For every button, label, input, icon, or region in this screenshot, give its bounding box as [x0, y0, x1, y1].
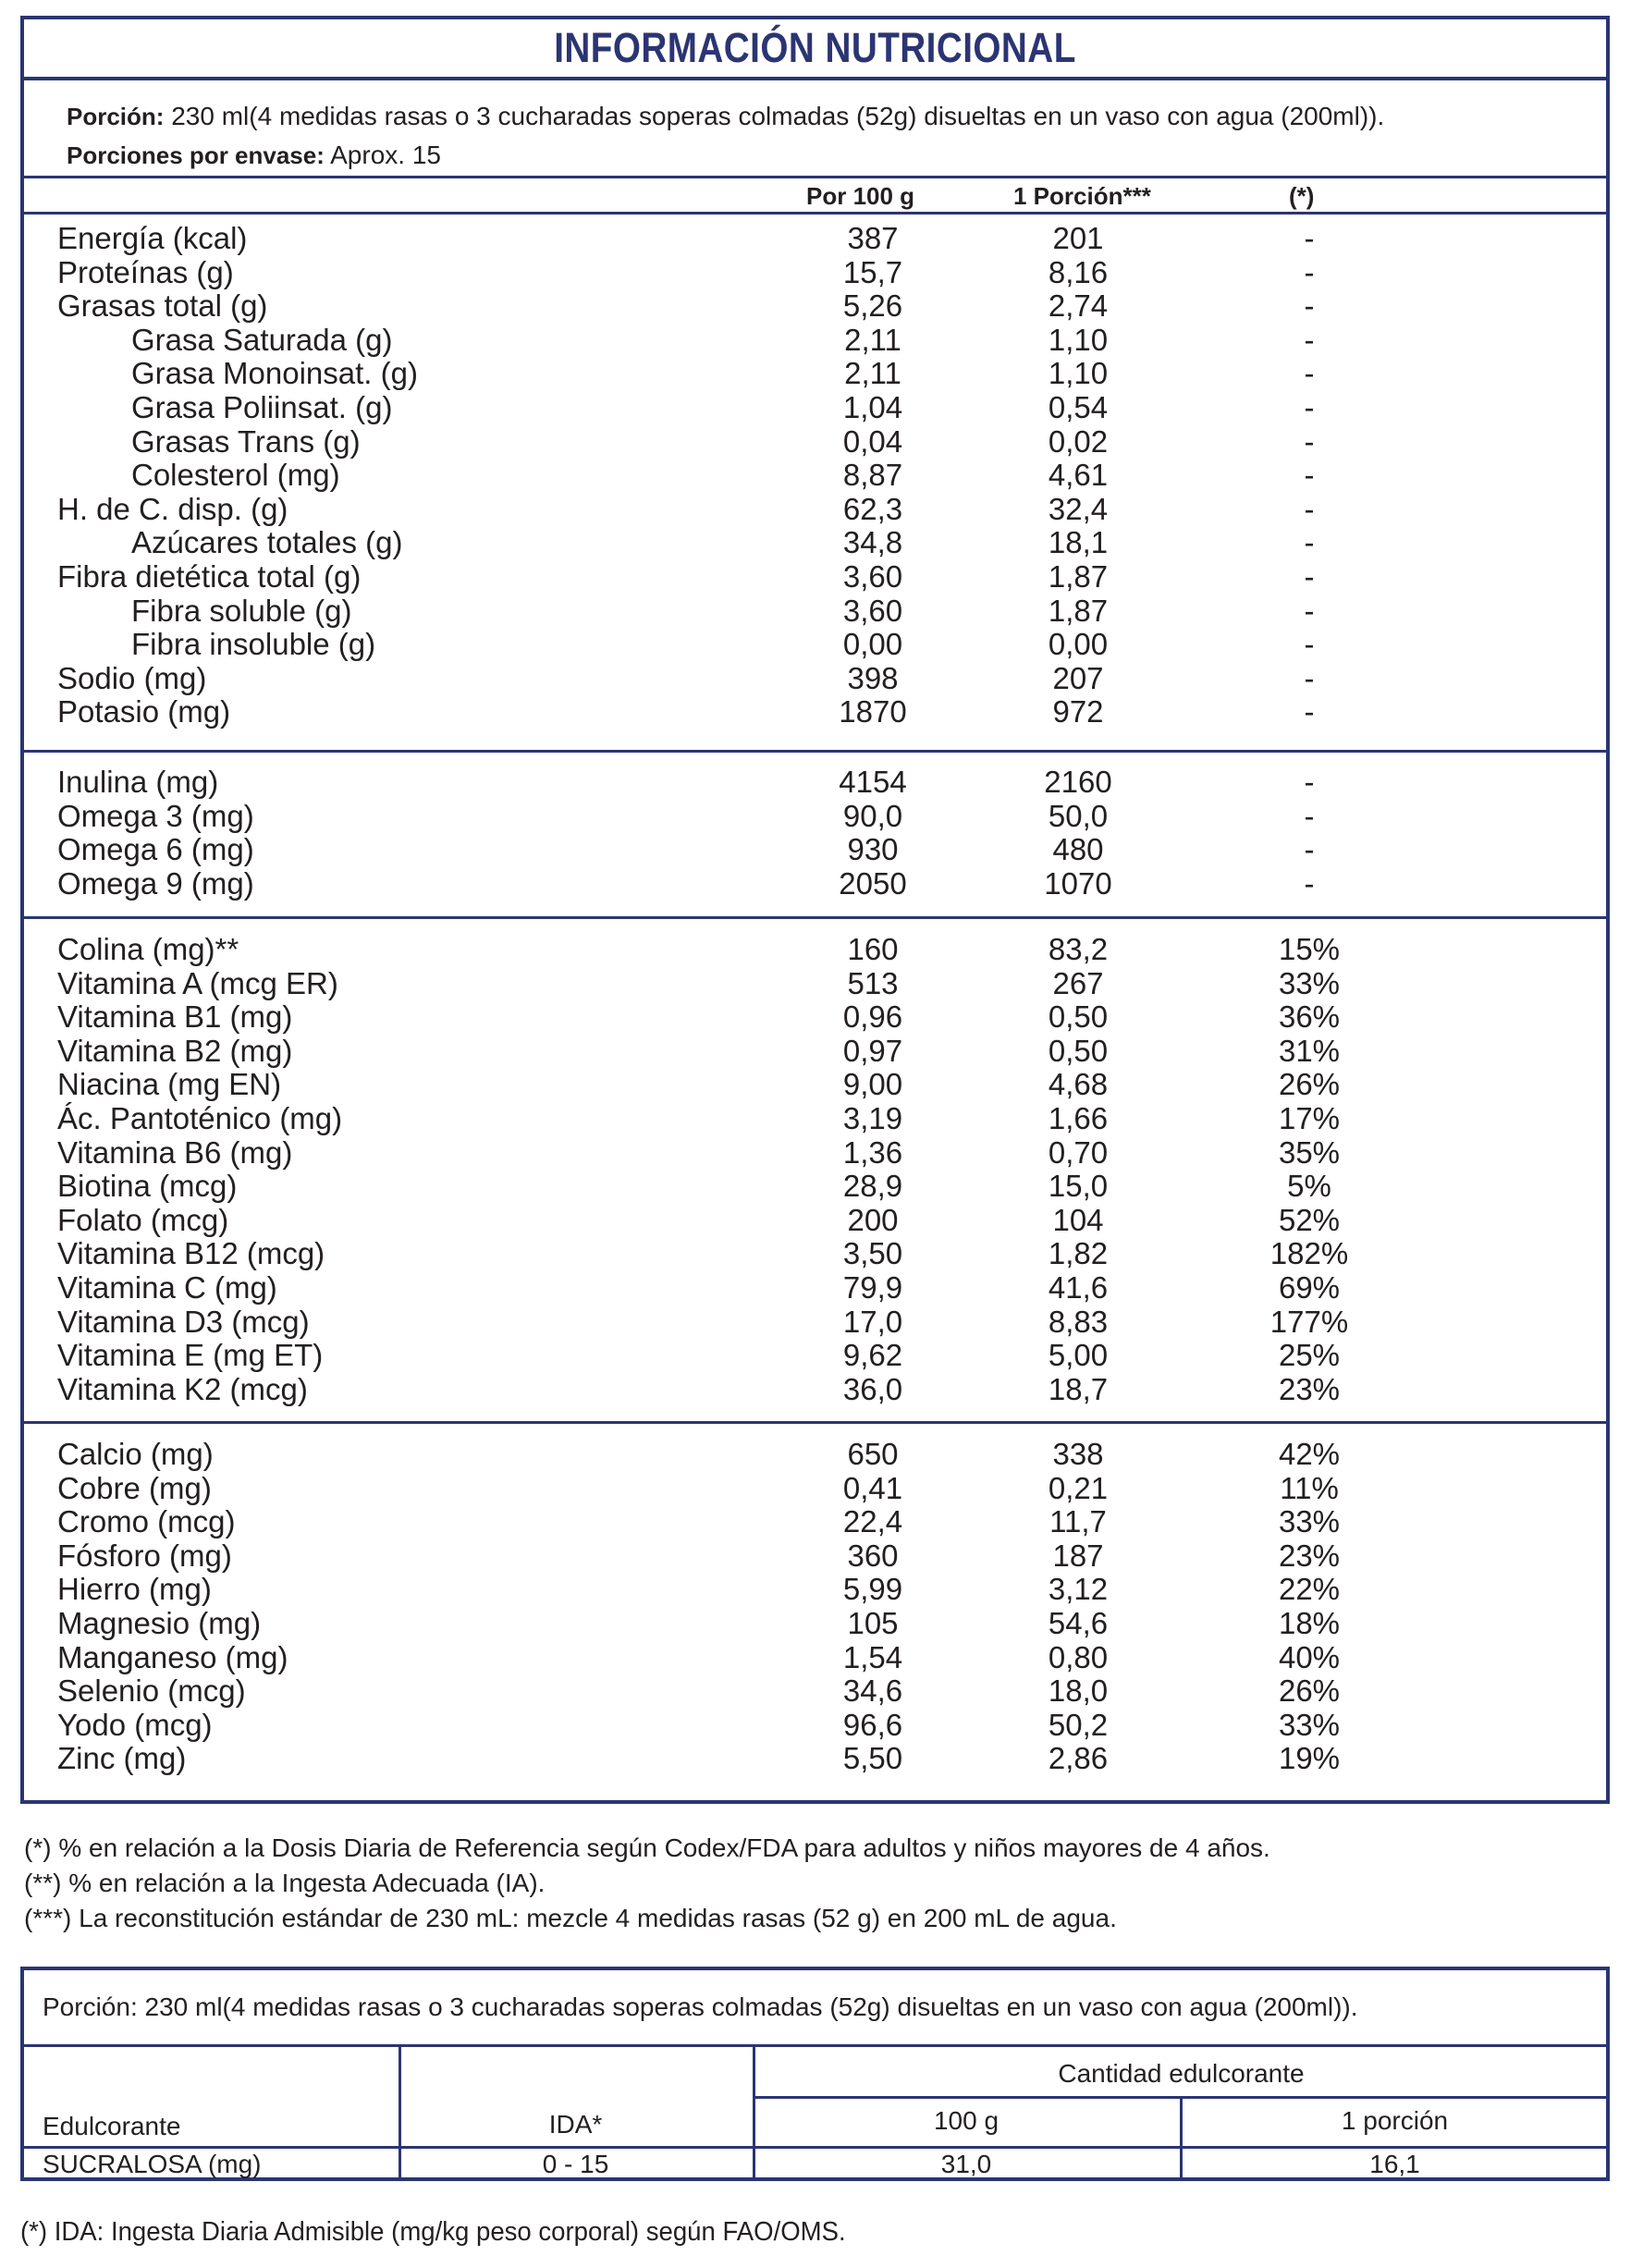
nutrient-name: Cobre (mg): [57, 1470, 212, 1505]
table-row: [24, 832, 1606, 866]
value-per-100g: 930: [847, 832, 899, 867]
footnote-reconstitution: (***) La reconstitución estándar de 230 mL: mezcle 4 medidas rasas (52 g) en 200 mL de agua.: [24, 1904, 1117, 1932]
value-per-100g: 0,00: [842, 627, 903, 662]
table-row: [24, 866, 1606, 901]
value-per-portion: 1070: [1044, 865, 1112, 901]
table-title: INFORMACIÓN NUTRICIONAL: [554, 24, 1076, 71]
table-row: [24, 627, 1606, 661]
value-per-100g: 2,11: [844, 322, 901, 357]
nutrient-name: Grasa Saturada (g): [131, 322, 393, 357]
section-divider: [24, 750, 1606, 753]
nutrient-name: Cromo (mcg): [57, 1504, 236, 1539]
value-per-portion: 338: [1052, 1437, 1104, 1471]
value-daily-percent: 33%: [1278, 1504, 1341, 1539]
value-per-100g: 0,04: [842, 423, 903, 459]
table-row: [24, 1640, 1606, 1674]
nutrient-name: Proteínas (g): [57, 254, 234, 289]
table-row: [24, 1539, 1606, 1573]
value-per-100g: 0,97: [842, 1033, 903, 1068]
value-daily-percent: -: [1304, 525, 1315, 560]
nutrient-name: Grasa Monoinsat. (g): [131, 356, 418, 391]
table-row: [24, 255, 1606, 289]
value-daily-percent: 42%: [1278, 1437, 1341, 1471]
value-daily-percent: 22%: [1278, 1572, 1341, 1607]
value-per-portion: 0,00: [1048, 627, 1109, 662]
value-daily-percent: -: [1304, 559, 1315, 594]
table-row: [24, 1673, 1606, 1708]
nutrient-name: Hierro (mg): [57, 1572, 212, 1607]
table-row: [24, 559, 1606, 594]
nutrient-name: Niacina (mg EN): [57, 1067, 282, 1102]
sweetener-table: [20, 1967, 1610, 2181]
value-per-portion: 5,00: [1048, 1338, 1109, 1373]
value-daily-percent: 23%: [1278, 1538, 1341, 1573]
table-row: [24, 458, 1606, 492]
nutrient-name: Vitamina E (mg ET): [57, 1338, 324, 1373]
value-daily-percent: -: [1304, 765, 1315, 799]
value-per-portion: 972: [1052, 694, 1104, 729]
value-per-100g: 0,41: [842, 1470, 903, 1505]
value-per-portion: 267: [1052, 965, 1104, 1000]
value-per-100g: 387: [847, 221, 899, 255]
value-per-100g: 1870: [839, 694, 907, 729]
value-per-100g: 3,60: [842, 559, 903, 594]
value-per-portion: 8,83: [1048, 1304, 1109, 1339]
divider: [24, 176, 1606, 178]
table-row: [24, 966, 1606, 1000]
nutrient-name: Grasa Poliinsat. (g): [131, 390, 393, 424]
nutrient-name: H. de C. disp. (g): [57, 491, 288, 526]
nutrient-name: Vitamina A (mcg ER): [57, 965, 338, 1000]
table-row: [24, 323, 1606, 357]
table-row: [24, 1135, 1606, 1170]
table-row: [24, 424, 1606, 459]
value-daily-percent: -: [1304, 288, 1315, 324]
value-per-portion: 480: [1052, 832, 1104, 867]
value-per-portion: 18,1: [1048, 525, 1109, 560]
value-daily-percent: -: [1304, 458, 1315, 493]
value-per-100g: 2,11: [844, 356, 901, 391]
value-daily-percent: -: [1304, 832, 1315, 867]
nutrient-name: Azúcares totales (g): [131, 525, 403, 560]
value-per-100g: 200: [847, 1202, 899, 1237]
value-daily-percent: 17%: [1278, 1101, 1341, 1135]
sweetener-portion: 16,1: [1369, 2150, 1420, 2178]
value-per-100g: 5,26: [842, 288, 903, 324]
table-row: [24, 1504, 1606, 1539]
header-portion: 1 porción: [1341, 2106, 1449, 2135]
nutrient-name: Vitamina B2 (mg): [57, 1033, 293, 1068]
footnotes: [24, 1831, 1270, 1936]
header-sweetener: Edulcorante: [43, 2112, 181, 2140]
ida-footnote: (*) IDA: Ingesta Diaria Admisible (mg/kg peso corporal) según FAO/OMS.: [20, 2217, 846, 2247]
table-row: [24, 492, 1606, 526]
value-per-portion: 1,66: [1048, 1101, 1109, 1135]
table-row: [24, 1338, 1606, 1372]
table-row: [24, 1067, 1606, 1101]
table-row: [24, 799, 1606, 833]
value-per-portion: 2,74: [1048, 288, 1109, 324]
sweetener-ida: 0 - 15: [542, 2150, 609, 2178]
sweetener-name: SUCRALOSA (mg): [43, 2150, 262, 2178]
value-daily-percent: 15%: [1278, 932, 1341, 966]
value-per-100g: 15,7: [842, 254, 903, 289]
table-row: [24, 765, 1606, 799]
value-per-portion: 3,12: [1048, 1572, 1109, 1607]
value-per-100g: 1,04: [842, 390, 903, 424]
value-daily-percent: -: [1304, 660, 1315, 695]
nutrient-name: Manganeso (mg): [57, 1639, 288, 1674]
table-row: [24, 999, 1606, 1034]
nutrient-name: Zinc (mg): [57, 1741, 187, 1776]
value-daily-percent: 182%: [1269, 1236, 1349, 1271]
value-daily-percent: 18%: [1278, 1606, 1341, 1640]
value-per-100g: 9,62: [842, 1338, 903, 1373]
value-per-portion: 41,6: [1048, 1270, 1109, 1305]
table-row: [24, 1270, 1606, 1305]
nutrient-name: Omega 9 (mg): [57, 865, 254, 901]
value-daily-percent: 36%: [1278, 999, 1341, 1035]
value-per-100g: 3,50: [842, 1236, 903, 1271]
table-row: [24, 356, 1606, 390]
value-per-portion: 207: [1052, 660, 1104, 695]
section-divider: [24, 916, 1606, 919]
value-daily-percent: 69%: [1278, 1270, 1341, 1305]
value-per-100g: 4154: [839, 765, 907, 799]
value-per-100g: 360: [847, 1538, 899, 1573]
value-per-100g: 5,50: [842, 1741, 903, 1776]
value-per-100g: 9,00: [842, 1067, 903, 1102]
nutrient-name: Vitamina B12 (mcg): [57, 1236, 325, 1271]
table-row: [24, 1203, 1606, 1237]
value-per-100g: 96,6: [842, 1707, 903, 1742]
value-per-100g: 34,6: [842, 1673, 903, 1709]
value-per-100g: 79,9: [842, 1270, 903, 1305]
table-row: [24, 1034, 1606, 1068]
nutrient-name: Vitamina B1 (mg): [57, 999, 293, 1035]
table-row: [24, 1606, 1606, 1640]
value-per-portion: 1,82: [1048, 1236, 1109, 1271]
table-row: [24, 1741, 1606, 1775]
value-daily-percent: -: [1304, 254, 1315, 289]
value-per-portion: 4,68: [1048, 1067, 1109, 1102]
value-per-portion: 54,6: [1048, 1606, 1109, 1640]
value-per-portion: 18,7: [1048, 1371, 1109, 1406]
table-row: [24, 1572, 1606, 1606]
sweetener-portion-text: Porción: 230 ml(4 medidas rasas o 3 cucharadas soperas colmadas (52g) disueltas en un vaso con agua (200ml)).: [43, 1992, 1358, 2021]
value-per-100g: 90,0: [842, 798, 903, 833]
value-daily-percent: 35%: [1278, 1134, 1341, 1170]
footnote-ia: (**) % en relación a la Ingesta Adecuada (IA).: [24, 1869, 546, 1897]
value-daily-percent: -: [1304, 865, 1315, 901]
value-daily-percent: 31%: [1278, 1033, 1341, 1068]
table-row: [24, 1236, 1606, 1270]
value-daily-percent: -: [1304, 491, 1315, 526]
nutrient-name: Biotina (mcg): [57, 1169, 238, 1204]
column-header-per-100g: Por 100 g: [806, 182, 915, 210]
nutrient-name: Magnesio (mg): [57, 1606, 262, 1640]
value-per-100g: 1,36: [842, 1134, 903, 1170]
value-per-100g: 5,99: [842, 1572, 903, 1607]
divider: [24, 2044, 1606, 2047]
value-per-portion: 50,0: [1048, 798, 1109, 833]
value-per-portion: 50,2: [1048, 1707, 1109, 1742]
nutrient-name: Vitamina K2 (mcg): [57, 1371, 308, 1406]
column-header-daily-value: (*): [1289, 182, 1315, 210]
value-per-100g: 0,96: [842, 999, 903, 1035]
table-row: [24, 661, 1606, 695]
value-daily-percent: -: [1304, 356, 1315, 391]
nutrient-name: Ác. Pantoténico (mg): [57, 1101, 343, 1135]
value-per-100g: 3,19: [842, 1101, 903, 1135]
value-per-100g: 62,3: [842, 491, 903, 526]
value-daily-percent: -: [1304, 593, 1315, 628]
column-header-portion: 1 Porción***: [1013, 182, 1151, 210]
nutrient-name: Omega 3 (mg): [57, 798, 254, 833]
table-row: [24, 525, 1606, 559]
nutrient-name: Potasio (mg): [57, 694, 231, 729]
table-row: [24, 594, 1606, 628]
value-per-portion: 4,61: [1048, 458, 1109, 493]
table-row: [24, 1708, 1606, 1742]
portion-label: Porción:: [67, 103, 165, 130]
value-per-portion: 2160: [1044, 765, 1112, 799]
value-per-portion: 1,87: [1048, 559, 1109, 594]
value-daily-percent: -: [1304, 390, 1315, 424]
nutrient-name: Vitamina C (mg): [57, 1270, 277, 1305]
value-per-100g: 513: [847, 965, 899, 1000]
value-per-100g: 160: [847, 932, 899, 966]
divider: [753, 2096, 1610, 2099]
value-per-100g: 650: [847, 1437, 899, 1471]
value-daily-percent: 26%: [1278, 1067, 1341, 1102]
servings-per-pack-text: Aprox. 15: [330, 141, 441, 169]
value-per-100g: 28,9: [842, 1169, 903, 1204]
nutrient-name: Inulina (mg): [57, 765, 219, 799]
nutrient-name: Grasas Trans (g): [131, 423, 361, 459]
footnote-dv: (*) % en relación a la Dosis Diaria de Referencia según Codex/FDA para adultos y niños mayores de 4 años.: [24, 1833, 1270, 1862]
value-per-portion: 2,86: [1048, 1741, 1109, 1776]
nutrient-name: Vitamina B6 (mg): [57, 1134, 293, 1170]
nutrient-name: Colesterol (mg): [131, 458, 340, 493]
value-per-portion: 8,16: [1048, 254, 1109, 289]
value-daily-percent: 11%: [1280, 1470, 1339, 1505]
nutrient-name: Folato (mcg): [57, 1202, 229, 1237]
nutrient-name: Fibra soluble (g): [131, 593, 352, 628]
value-daily-percent: 25%: [1278, 1338, 1341, 1373]
value-per-portion: 201: [1052, 221, 1104, 255]
table-row: [24, 390, 1606, 424]
nutrient-name: Omega 6 (mg): [57, 832, 254, 867]
value-per-portion: 83,2: [1048, 932, 1109, 966]
value-per-portion: 0,21: [1048, 1470, 1109, 1505]
value-per-100g: 22,4: [842, 1504, 903, 1539]
value-per-portion: 11,7: [1049, 1504, 1107, 1539]
value-daily-percent: 23%: [1278, 1371, 1341, 1406]
value-per-100g: 36,0: [842, 1371, 903, 1406]
value-daily-percent: 33%: [1278, 1707, 1341, 1742]
value-per-portion: 0,70: [1048, 1134, 1109, 1170]
nutrient-name: Selenio (mcg): [57, 1673, 246, 1709]
servings-per-pack-line: [67, 136, 1384, 175]
value-per-100g: 398: [847, 660, 899, 695]
value-per-portion: 1,10: [1048, 356, 1109, 391]
section-divider: [24, 1421, 1606, 1424]
value-per-portion: 187: [1052, 1538, 1104, 1573]
value-per-100g: 1,54: [842, 1639, 903, 1674]
header-amount: Cantidad edulcorante: [1058, 2059, 1305, 2088]
value-daily-percent: 5%: [1287, 1169, 1331, 1204]
nutrient-name: Grasas total (g): [57, 288, 268, 324]
nutrient-name: Vitamina D3 (mcg): [57, 1304, 310, 1339]
nutrient-name: Calcio (mg): [57, 1437, 214, 1471]
value-daily-percent: 177%: [1269, 1304, 1349, 1339]
value-daily-percent: 26%: [1278, 1673, 1341, 1709]
nutrient-name: Fibra insoluble (g): [131, 627, 376, 662]
nutrition-facts-table: [20, 16, 1610, 1804]
nutrient-name: Colina (mg)**: [57, 932, 239, 966]
value-daily-percent: -: [1304, 423, 1315, 459]
value-daily-percent: -: [1304, 322, 1315, 357]
value-per-portion: 0,80: [1048, 1639, 1109, 1674]
value-per-100g: 8,87: [842, 458, 903, 493]
table-row: [24, 694, 1606, 729]
divider: [24, 77, 1606, 80]
value-per-100g: 105: [847, 1606, 899, 1640]
value-daily-percent: 19%: [1278, 1741, 1341, 1776]
nutrient-name: Sodio (mg): [57, 660, 207, 695]
table-row: [24, 1169, 1606, 1203]
serving-info: [67, 97, 1384, 175]
value-per-100g: 2050: [839, 865, 907, 901]
sweetener-100g: 31,0: [940, 2150, 992, 2178]
value-daily-percent: -: [1304, 694, 1315, 729]
nutrient-name: Energía (kcal): [57, 221, 248, 255]
nutrient-name: Fósforo (mg): [57, 1538, 232, 1573]
value-daily-percent: -: [1304, 221, 1315, 255]
table-row: [24, 221, 1606, 255]
value-daily-percent: -: [1304, 627, 1315, 662]
table-row: [24, 932, 1606, 966]
portion-text: 230 ml(4 medidas rasas o 3 cucharadas soperas colmadas (52g) disueltas en un vaso con agua (200ml)).: [171, 102, 1385, 130]
value-per-portion: 0,02: [1048, 423, 1109, 459]
header-100g: 100 g: [933, 2106, 999, 2135]
value-per-100g: 34,8: [842, 525, 903, 560]
nutrient-name: Fibra dietética total (g): [57, 559, 362, 594]
value-per-portion: 0,50: [1048, 999, 1109, 1035]
nutrient-name: Yodo (mcg): [57, 1707, 213, 1742]
value-per-portion: 15,0: [1048, 1169, 1109, 1204]
value-daily-percent: 52%: [1278, 1202, 1341, 1237]
value-daily-percent: 40%: [1278, 1639, 1341, 1674]
value-daily-percent: 33%: [1278, 965, 1341, 1000]
divider: [24, 212, 1606, 215]
value-per-portion: 1,10: [1048, 322, 1109, 357]
table-row: [24, 288, 1606, 323]
table-row: [24, 1471, 1606, 1505]
header-ida: IDA*: [548, 2110, 603, 2139]
value-per-portion: 0,50: [1048, 1033, 1109, 1068]
value-per-100g: 17,0: [842, 1304, 903, 1339]
table-row: [24, 1372, 1606, 1406]
table-row: [24, 1305, 1606, 1339]
value-daily-percent: -: [1304, 798, 1315, 833]
table-row: [24, 1437, 1606, 1471]
value-per-portion: 0,54: [1048, 390, 1109, 424]
portion-line: [67, 97, 1384, 136]
value-per-portion: 104: [1052, 1202, 1104, 1237]
value-per-portion: 18,0: [1048, 1673, 1109, 1709]
value-per-portion: 1,87: [1048, 593, 1109, 628]
value-per-portion: 32,4: [1048, 491, 1109, 526]
servings-per-pack-label: Porciones por envase:: [67, 141, 325, 169]
table-row: [24, 1101, 1606, 1135]
value-per-100g: 3,60: [842, 593, 903, 628]
